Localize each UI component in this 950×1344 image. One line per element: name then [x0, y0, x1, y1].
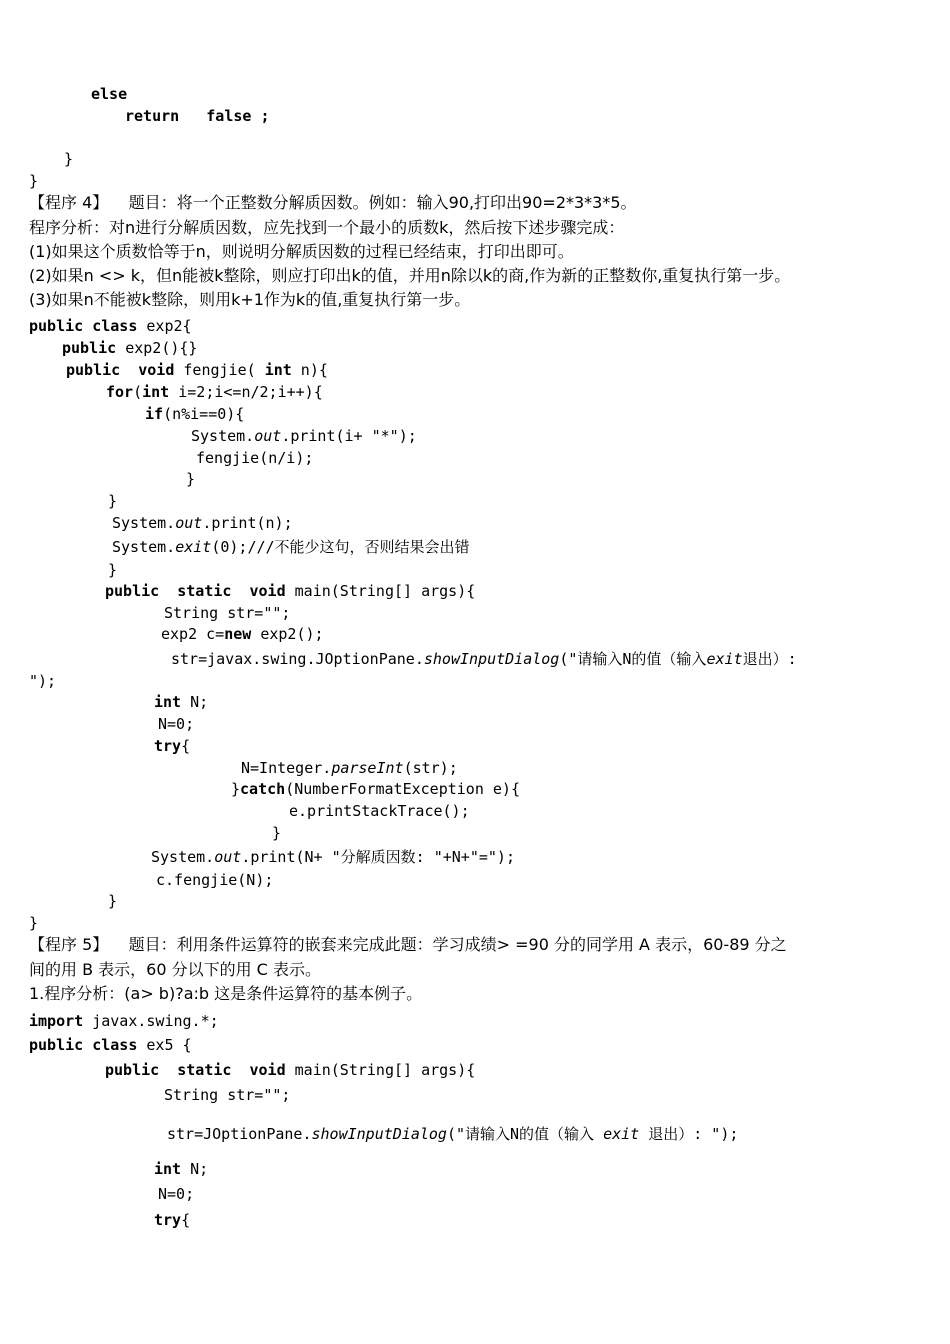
code-line: String str="";: [164, 604, 291, 622]
code-line: int N;: [154, 1160, 209, 1178]
code-line: fengjie(n/i);: [196, 449, 314, 467]
code-line: import javax.swing.*;: [29, 1012, 219, 1030]
text-line: 1.程序分析：(a> b)?a:b 这是条件运算符的基本例子。: [29, 984, 423, 1003]
code-line: System.out.print(n);: [112, 514, 293, 532]
code-line: str=JOptionPane.showInputDialog("请输入N的值（输入 exit 退出）: ");: [167, 1125, 739, 1143]
code-line: public exp2(){}: [62, 339, 198, 357]
code-line: System.out.print(i+ "*");: [191, 427, 417, 445]
text-line: 间的用 B 表示，60 分以下的用 C 表示。: [29, 960, 321, 979]
code-line: N=Integer.parseInt(str);: [241, 759, 458, 777]
code-line: public static void main(String[] args){: [105, 1061, 476, 1079]
code-line: N=0;: [158, 1185, 195, 1203]
code-line: ");: [29, 672, 57, 690]
code-line: if(n%i==0){: [145, 405, 245, 423]
text-line: (2)如果n <> k，但n能被k整除，则应打印出k的值，并用n除以k的商,作为新的正整数你,重复执行第一步。: [29, 266, 791, 285]
code-line: }: [108, 892, 118, 910]
code-line: }: [108, 492, 118, 510]
code-line: }: [29, 914, 39, 932]
code-line: for(int i=2;i<=n/2;i++){: [106, 383, 323, 401]
code-line: else: [91, 85, 128, 103]
text-line: (3)如果n不能被k整除，则用k+1作为k的值,重复执行第一步。: [29, 290, 471, 309]
code-line: int N;: [154, 693, 209, 711]
code-line: }: [186, 470, 196, 488]
section-heading: 【程序 4】 题目：将一个正整数分解质因数。例如：输入90,打印出90=2*3*3*5。: [29, 193, 637, 212]
code-line: }: [272, 824, 282, 842]
code-line: e.printStackTrace();: [289, 802, 470, 820]
code-line: }: [108, 561, 118, 579]
code-line: N=0;: [158, 715, 195, 733]
code-line: public static void main(String[] args){: [105, 582, 476, 600]
code-line: }catch(NumberFormatException e){: [231, 780, 520, 798]
code-line: public class ex5 {: [29, 1036, 192, 1054]
code-line: try{: [154, 1211, 191, 1229]
code-line: String str="";: [164, 1086, 291, 1104]
code-line: c.fengjie(N);: [156, 871, 274, 889]
code-line: public class exp2{: [29, 317, 192, 335]
code-line: exp2 c=new exp2();: [161, 625, 324, 643]
code-line: public void fengjie( int n){: [66, 361, 328, 379]
text-line: 程序分析：对n进行分解质因数，应先找到一个最小的质数k，然后按下述步骤完成：: [29, 218, 625, 237]
text-line: (1)如果这个质数恰等于n，则说明分解质因数的过程已经结束，打印出即可。: [29, 242, 574, 261]
code-line: }: [29, 172, 39, 190]
code-line: str=javax.swing.JOptionPane.showInputDialog("请输入N的值（输入exit退出）:: [171, 650, 797, 668]
code-line: try{: [154, 737, 191, 755]
code-line: System.out.print(N+ "分解质因数: "+N+"=");: [151, 848, 515, 866]
code-line: }: [64, 150, 74, 168]
code-line: System.exit(0);///不能少这句，否则结果会出错: [112, 538, 470, 556]
code-line: return false ;: [125, 107, 270, 125]
section-heading: 【程序 5】 题目：利用条件运算符的嵌套来完成此题：学习成绩> =90 分的同学用 A 表示，60-89 分之: [29, 935, 787, 954]
